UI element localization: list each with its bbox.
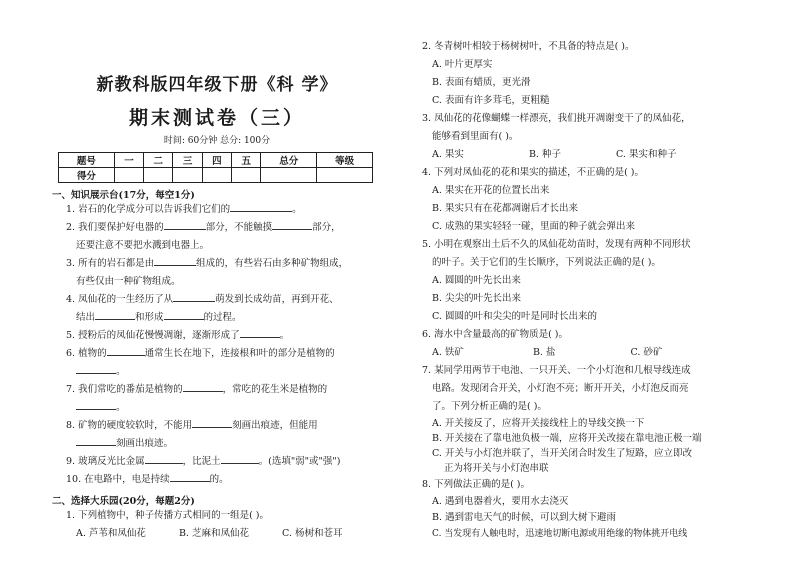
option-b[interactable]: B. 芝麻和凤仙花: [178, 528, 249, 539]
score-input-cell[interactable]: [114, 168, 143, 183]
question-6: 6. 植物的 通常生长在地下，连接根和叶的部分是植物的: [66, 345, 382, 363]
option-c[interactable]: C. 当发现有人触电时，迅速地切断电源或用绝缘的物体挑开电线: [432, 529, 688, 539]
question-3: 3. 所有的岩石都是由 组成的，有些岩石由多种矿物组成，: [66, 255, 382, 273]
option-c[interactable]: C. 开关与小灯泡并联了，当开关闭合时发生了短路，应立即改: [432, 448, 692, 459]
score-table: [58, 152, 373, 183]
question-5: 5. 授粉后的凤仙花慢慢凋谢，逐渐形成了 。: [66, 327, 382, 345]
mc-question-7-cont: 电路。发现闭合开关，小灯泡不亮；断开开关，小灯泡反而亮: [432, 383, 689, 394]
option-b[interactable]: B. 遇到雷电天气的时候，可以到大树下避雨: [432, 512, 617, 523]
score-cell: 四: [202, 153, 231, 168]
question-2-cont: 还要注意不要把水溅到电器上。: [76, 240, 210, 251]
answer-blank[interactable]: [221, 453, 259, 464]
answer-blank[interactable]: [154, 255, 196, 266]
score-table-header-row: [59, 153, 373, 168]
mc-question-3-cont: 能够看到里面有( )。: [432, 131, 519, 142]
question-10: 10. 在电路中，电是持续 的。: [66, 471, 382, 489]
question-4-cont: 结出 和形成 的过程。: [76, 309, 382, 327]
mc-question-7-cont2: 了。下列分析正确的是( )。: [432, 401, 547, 412]
mc-question-6-options: [432, 344, 767, 362]
answer-blank[interactable]: [76, 363, 116, 374]
score-input-cell[interactable]: [261, 168, 317, 183]
answer-blank[interactable]: [145, 453, 183, 464]
exam-subtitle: 期末测试卷（三）: [128, 107, 305, 129]
right-column: [422, 38, 767, 542]
mc-question-7: 7. 某同学用两节干电池、一只开关、一个小灯泡和几根导线连成: [422, 365, 691, 376]
option-c[interactable]: C. 果实和种子: [616, 149, 677, 160]
question-4: 4. 凤仙花的一生经历了从 萌发到长成幼苗，再到开花、: [66, 291, 382, 309]
answer-blank[interactable]: [173, 291, 215, 302]
option-b[interactable]: B. 尖尖的叶先长出来: [432, 293, 522, 304]
exam-title: 新教科版四年级下册《科 学》: [96, 75, 338, 95]
option-c[interactable]: C. 杨树和苍耳: [282, 528, 343, 539]
mc-question-5-cont: 的叶子。关于它们的生长顺序，下列说法正确的是( )。: [432, 257, 661, 268]
mc-question-6: 6. 海水中含量最高的矿物质是( )。: [422, 329, 569, 340]
score-cell: 三: [173, 153, 202, 168]
option-b[interactable]: B. 种子: [528, 149, 561, 160]
question-9: 9. 玻璃反光比金属 ，比泥土 。(选填"弱"或"强"): [66, 453, 382, 471]
option-c[interactable]: C. 圆圆的叶和尖尖的叶是同时长出来的: [432, 311, 597, 322]
score-cell: 一: [114, 153, 143, 168]
question-1: 1. 岩石的化学成分可以告诉我们它们的 。: [66, 201, 382, 219]
option-b[interactable]: B. 开关接在了靠电池负极一端，应将开关改接在靠电池正极一端: [432, 433, 702, 444]
answer-blank[interactable]: [76, 435, 116, 446]
score-row-label: 得分: [59, 168, 115, 183]
left-column: [52, 70, 382, 543]
score-cell: 二: [144, 153, 173, 168]
score-input-cell[interactable]: [232, 168, 261, 183]
mc-question-3: 3. 凤仙花的花像蝴蝶一样漂亮，我们挑开凋谢变干了的凤仙花，: [422, 113, 691, 124]
option-c[interactable]: C. 砂矿: [630, 347, 663, 358]
mc-question-3-options: [432, 146, 767, 164]
answer-blank[interactable]: [272, 219, 312, 230]
mc-question-1: 1. 下列植物中，种子传播方式相同的一组是( )。: [66, 510, 270, 521]
option-b[interactable]: B. 表面有蜡质，更光滑: [432, 77, 531, 88]
option-b[interactable]: B. 果实只有在花都凋谢后才长出来: [432, 203, 579, 214]
score-table-score-row: [59, 168, 373, 183]
score-cell: 五: [232, 153, 261, 168]
option-c[interactable]: C. 成熟的果实轻轻一碰，里面的种子就会弹出来: [432, 221, 635, 232]
question-8: 8. 矿物的硬度较软时，不能用 刻画出痕迹，但能用: [66, 417, 382, 435]
mc-question-4: 4. 下列对凤仙花的花和果实的描述，不正确的是( )。: [422, 167, 645, 178]
question-3-cont: 有些仅由一种矿物组成。: [76, 276, 181, 287]
mc-question-5: 5. 小明在观察出土后不久的凤仙花幼苗时，发现有两种不同形状: [422, 239, 691, 250]
option-a[interactable]: A. 开关接反了，应将开关接线柱上的导线交换一下: [432, 418, 645, 429]
option-a[interactable]: A. 叶片更厚实: [432, 59, 493, 70]
question-8-cont: 刻画出痕迹。: [76, 435, 382, 453]
mc-question-2: 2. 冬青树叶相较于杨树树叶，不具备的特点是( )。: [422, 41, 635, 52]
option-c[interactable]: C. 表面有许多茸毛，更粗糙: [432, 95, 550, 106]
option-b[interactable]: B. 盐: [532, 347, 556, 358]
section1-heading: 一、知识展示台(17分，每空1分): [52, 190, 195, 201]
answer-blank[interactable]: [192, 417, 232, 428]
question-2: 2. 我们要保护好电器的 部分，不能触摸 部分，: [66, 219, 382, 237]
answer-blank[interactable]: [170, 471, 210, 482]
score-cell: 总分: [261, 153, 317, 168]
answer-blank[interactable]: [240, 327, 280, 338]
score-cell: 题号: [59, 153, 115, 168]
answer-blank[interactable]: [164, 309, 204, 320]
question-6-cont: 。: [76, 363, 382, 381]
section2-heading: 二、选择大乐园(20分，每题2分): [52, 496, 195, 507]
score-input-cell[interactable]: [202, 168, 231, 183]
option-a[interactable]: A. 圆圆的叶先长出来: [432, 275, 521, 286]
question-7: 7. 我们常吃的番茄是植物的 ，常吃的花生米是植物的: [66, 381, 382, 399]
answer-blank[interactable]: [183, 381, 223, 392]
score-input-cell[interactable]: [144, 168, 173, 183]
answer-blank[interactable]: [164, 219, 206, 230]
answer-blank[interactable]: [107, 345, 145, 356]
answer-blank[interactable]: [76, 399, 116, 410]
option-a[interactable]: A. 遇到电器着火，要用水去浇灭: [432, 496, 569, 507]
option-c-cont: 正为将开关与小灯泡串联: [444, 463, 549, 474]
question-7-cont: 。: [76, 399, 382, 417]
option-a[interactable]: A. 芦苇和凤仙花: [76, 528, 146, 539]
option-a[interactable]: A. 铁矿: [432, 347, 464, 358]
time-info: 时间: 60分钟 总分: 100分: [163, 136, 271, 146]
score-input-cell[interactable]: [317, 168, 373, 183]
mc-question-1-options: [76, 525, 382, 543]
score-cell: 等级: [317, 153, 373, 168]
answer-blank[interactable]: [95, 309, 135, 320]
answer-blank[interactable]: [230, 201, 292, 212]
score-input-cell[interactable]: [173, 168, 202, 183]
option-a[interactable]: A. 果实在开花的位置长出来: [432, 185, 550, 196]
mc-question-8: 8. 下列做法正确的是( )。: [422, 479, 531, 490]
option-a[interactable]: A. 果实: [432, 149, 464, 160]
